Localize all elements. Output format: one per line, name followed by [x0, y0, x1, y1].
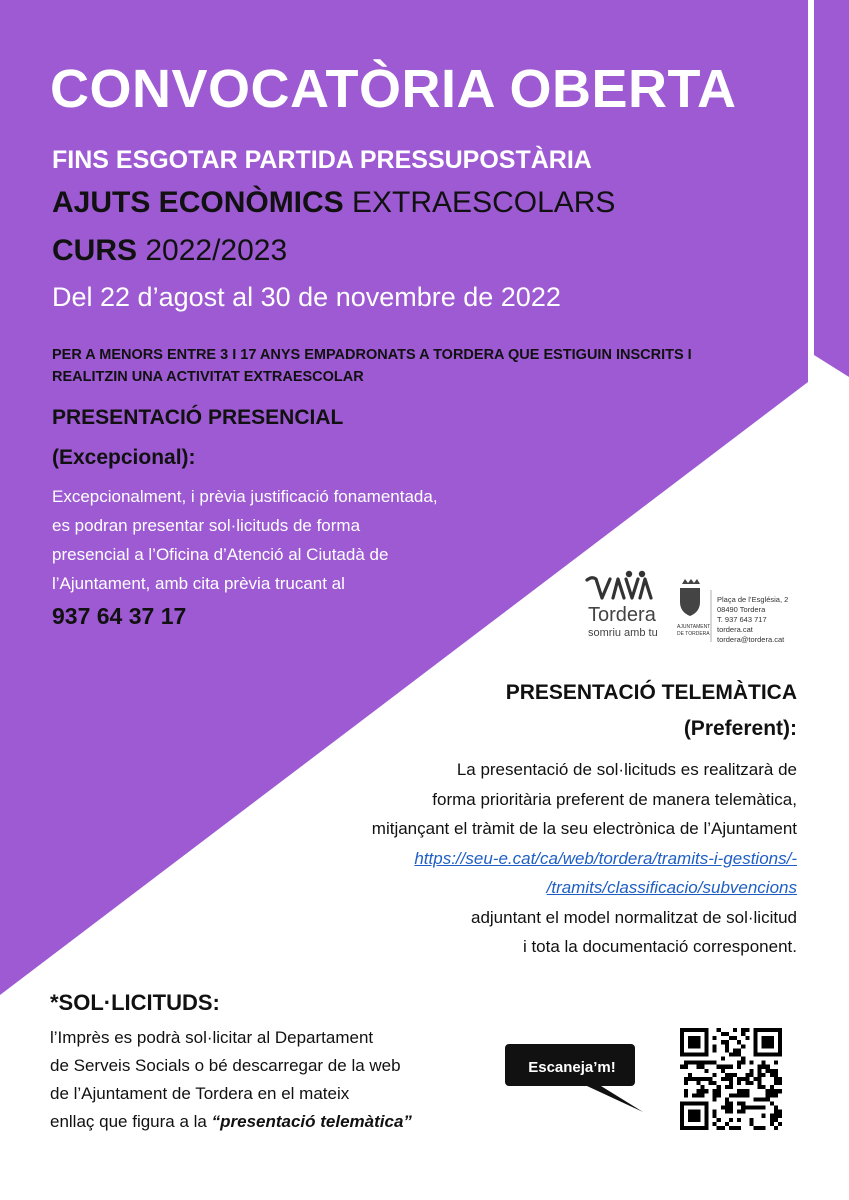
- qr-module: [684, 1061, 688, 1065]
- sollicituds-line-bold: “presentació telemàtica”: [211, 1112, 412, 1131]
- qr-module: [704, 1061, 708, 1065]
- qr-module: [741, 1028, 745, 1032]
- qr-module: [729, 1106, 733, 1110]
- qr-module: [749, 1106, 753, 1110]
- aid-type-heading: [52, 186, 615, 220]
- sollicituds-line: de Serveis Socials o bé descarregar de la web: [50, 1056, 401, 1075]
- telematica-line: forma prioritària preferent de manera telemàtica,: [432, 789, 797, 809]
- qr-module: [745, 1093, 749, 1097]
- qr-module: [762, 1126, 766, 1130]
- qr-module: [696, 1061, 700, 1065]
- qr-module: [758, 1081, 762, 1085]
- qr-module: [762, 1065, 766, 1069]
- qr-module: [721, 1057, 725, 1061]
- qr-module: [741, 1110, 745, 1114]
- qr-module: [766, 1093, 770, 1097]
- qr-module: [741, 1044, 745, 1048]
- qr-module: [729, 1126, 733, 1130]
- qr-module: [778, 1089, 782, 1093]
- coat-of-arms-icon: [680, 579, 700, 616]
- qr-module: [774, 1110, 778, 1114]
- sollicituds-line-plain: enllaç que figura a la: [50, 1112, 212, 1131]
- qr-module: [688, 1073, 692, 1077]
- sollicituds-title: *SOL·LICITUDS:: [50, 990, 220, 1015]
- qr-module: [753, 1106, 757, 1110]
- qr-module: [737, 1048, 741, 1052]
- qr-module: [713, 1097, 717, 1101]
- qr-module: [737, 1101, 741, 1105]
- sollicituds-line: l’Imprès es podrà sol·licitar al Departament: [50, 1028, 374, 1047]
- qr-module: [713, 1036, 717, 1040]
- qr-module: [696, 1065, 700, 1069]
- qr-module: [778, 1110, 782, 1114]
- qr-module: [729, 1052, 733, 1056]
- tordera-logo: [584, 570, 814, 648]
- qr-module: [700, 1061, 704, 1065]
- qr-module: [770, 1118, 774, 1122]
- qr-module: [774, 1114, 778, 1118]
- qr-module: [745, 1106, 749, 1110]
- qr-module: [696, 1089, 700, 1093]
- qr-module: [778, 1122, 782, 1126]
- qr-module: [725, 1085, 729, 1089]
- qr-module: [713, 1110, 717, 1114]
- qr-module: [766, 1097, 770, 1101]
- seu-electronica-link-continued[interactable]: /tramits/classificacio/subvencions: [546, 878, 797, 897]
- qr-module: [770, 1069, 774, 1073]
- sollicituds-line: de l’Ajuntament de Tordera en el mateix: [50, 1084, 350, 1103]
- date-range: Del 22 d’agost al 30 de novembre de 2022: [52, 282, 561, 312]
- presencial-subtitle: (Excepcional):: [52, 446, 196, 469]
- qr-module: [778, 1081, 782, 1085]
- qr-module: [725, 1122, 729, 1126]
- qr-module: [713, 1093, 717, 1097]
- qr-module: [766, 1089, 770, 1093]
- telematica-subtitle: (Preferent):: [683, 717, 797, 740]
- qr-module: [692, 1061, 696, 1065]
- telematica-line: La presentació de sol·licituds es realitzarà de: [456, 760, 797, 779]
- qr-code-icon[interactable]: [680, 1028, 782, 1130]
- qr-module: [704, 1089, 708, 1093]
- qr-module: [753, 1126, 757, 1130]
- qr-module: [725, 1106, 729, 1110]
- qr-module: [749, 1118, 753, 1122]
- qr-module: [774, 1093, 778, 1097]
- qr-module: [717, 1065, 721, 1069]
- qr-module: [770, 1089, 774, 1093]
- budget-subtitle: FINS ESGOTAR PARTIDA PRESSUPOSTÀRIA: [52, 146, 592, 174]
- qr-module: [709, 1077, 713, 1081]
- qr-module: [749, 1081, 753, 1085]
- qr-module: [737, 1077, 741, 1081]
- qr-module: [713, 1081, 717, 1085]
- qr-module: [729, 1110, 733, 1114]
- logo-tagline: somriu amb tu: [588, 627, 658, 639]
- page-title: CONVOCATÒRIA OBERTA: [50, 59, 737, 119]
- qr-module: [774, 1081, 778, 1085]
- qr-module: [749, 1061, 753, 1065]
- qr-module: [709, 1081, 713, 1085]
- qr-module: [741, 1101, 745, 1105]
- qr-module: [696, 1093, 700, 1097]
- qr-module: [770, 1122, 774, 1126]
- qr-module: [688, 1077, 692, 1081]
- qr-module: [758, 1069, 762, 1073]
- qr-module: [774, 1106, 778, 1110]
- qr-module: [733, 1073, 737, 1077]
- qr-module: [758, 1126, 762, 1130]
- qr-module: [766, 1065, 770, 1069]
- sollicituds-line: [50, 1108, 520, 1136]
- qr-module: [704, 1069, 708, 1073]
- qr-module: [688, 1061, 692, 1065]
- qr-module: [733, 1036, 737, 1040]
- presencial-line: presencial a l’Oficina d’Atenció al Ciutadà de: [52, 545, 389, 564]
- speech-bubble-shape: [505, 1044, 643, 1112]
- qr-module: [762, 1085, 766, 1089]
- qr-module: [770, 1085, 774, 1089]
- qr-module: [741, 1093, 745, 1097]
- qr-module: [745, 1028, 749, 1032]
- qr-module: [745, 1089, 749, 1093]
- qr-module: [729, 1073, 733, 1077]
- qr-module: [713, 1061, 717, 1065]
- qr-module: [713, 1073, 717, 1077]
- qr-module: [721, 1069, 725, 1073]
- qr-module: [745, 1073, 749, 1077]
- qr-module: [729, 1118, 733, 1122]
- telematica-body: [237, 755, 797, 962]
- qr-module: [725, 1065, 729, 1069]
- qr-module: [770, 1101, 774, 1105]
- qr-module: [684, 1077, 688, 1081]
- qr-module: [729, 1101, 733, 1105]
- aid-type-bold: AJUTS ECONÒMICS: [52, 186, 344, 219]
- qr-finder-bottom-left: [680, 1101, 709, 1130]
- qr-module: [717, 1089, 721, 1093]
- qr-module: [725, 1073, 729, 1077]
- presencial-line: l’Ajuntament, amb cita prèvia trucant al: [52, 574, 345, 593]
- qr-module: [729, 1093, 733, 1097]
- qr-module: [729, 1081, 733, 1085]
- qr-module: [733, 1126, 737, 1130]
- qr-module: [684, 1093, 688, 1097]
- qr-module: [713, 1044, 717, 1048]
- ajuntament-line1: AJUNTAMENT: [677, 624, 711, 630]
- qr-module: [758, 1065, 762, 1069]
- qr-module: [741, 1106, 745, 1110]
- telematica-line: i tota la documentació corresponent.: [522, 937, 797, 956]
- telematica-title: PRESENTACIÓ TELEMÀTICA: [505, 681, 797, 704]
- qr-module: [725, 1097, 729, 1101]
- qr-module: [700, 1089, 704, 1093]
- phone-number: 937 64 37 17: [52, 603, 187, 629]
- qr-module: [721, 1106, 725, 1110]
- address-line: tordera@tordera.cat: [717, 635, 785, 644]
- qr-module: [758, 1073, 762, 1077]
- qr-module: [774, 1126, 778, 1130]
- qr-module: [774, 1077, 778, 1081]
- qr-module: [758, 1085, 762, 1089]
- qr-module: [696, 1077, 700, 1081]
- qr-module: [729, 1077, 733, 1081]
- qr-module: [741, 1061, 745, 1065]
- qr-module: [717, 1085, 721, 1089]
- scan-me-bubble: [505, 1044, 645, 1116]
- course-heading: [52, 234, 287, 268]
- qr-module: [741, 1032, 745, 1036]
- qr-module: [713, 1089, 717, 1093]
- qr-module: [737, 1110, 741, 1114]
- qr-module: [758, 1106, 762, 1110]
- figure-head: [639, 571, 645, 577]
- ajuntament-line2: DE TORDERA: [677, 631, 710, 637]
- qr-module: [725, 1110, 729, 1114]
- qr-module: [725, 1101, 729, 1105]
- qr-module: [741, 1089, 745, 1093]
- eligibility-text: PER A MENORS ENTRE 3 I 17 ANYS EMPADRONATS A TORDERA QUE ESTIGUIN INSCRITS I REALITZIN UNA ACTIVITAT EXTRAESCOLAR: [52, 347, 692, 385]
- address-line: Plaça de l’Església, 2: [717, 595, 789, 604]
- qr-module: [737, 1126, 741, 1130]
- address-line: tordera.cat: [717, 625, 753, 634]
- qr-module: [737, 1065, 741, 1069]
- qr-module: [725, 1044, 729, 1048]
- logo-brand: Tordera: [588, 604, 656, 626]
- qr-module: [684, 1089, 688, 1093]
- qr-module: [717, 1126, 721, 1130]
- qr-module: [725, 1077, 729, 1081]
- qr-module: [713, 1048, 717, 1052]
- qr-module: [721, 1032, 725, 1036]
- aid-type-rest: EXTRAESCOLARS: [343, 186, 616, 219]
- qr-module: [745, 1036, 749, 1040]
- qr-module: [692, 1077, 696, 1081]
- qr-module: [713, 1122, 717, 1126]
- qr-module: [717, 1028, 721, 1032]
- qr-module: [758, 1097, 762, 1101]
- qr-module: [733, 1093, 737, 1097]
- qr-module: [725, 1040, 729, 1044]
- qr-module: [737, 1081, 741, 1085]
- qr-module: [741, 1057, 745, 1061]
- qr-module: [770, 1114, 774, 1118]
- qr-module: [684, 1081, 688, 1085]
- qr-module: [762, 1114, 766, 1118]
- address-line: T. 937 643 717: [717, 615, 767, 624]
- presencial-title: PRESENTACIÓ PRESENCIAL: [52, 406, 344, 429]
- qr-module: [762, 1073, 766, 1077]
- qr-module: [770, 1073, 774, 1077]
- qr-module: [733, 1052, 737, 1056]
- qr-module: [729, 1065, 733, 1069]
- qr-module: [762, 1097, 766, 1101]
- presencial-body: [52, 482, 572, 598]
- qr-module: [749, 1069, 753, 1073]
- scan-me-label: Escaneja’m!: [528, 1059, 616, 1076]
- qr-module: [700, 1093, 704, 1097]
- qr-module: [696, 1081, 700, 1085]
- qr-module: [737, 1040, 741, 1044]
- qr-module: [737, 1093, 741, 1097]
- figure-head: [626, 571, 632, 577]
- qr-module: [725, 1032, 729, 1036]
- qr-module: [778, 1077, 782, 1081]
- qr-module: [684, 1065, 688, 1069]
- qr-module: [753, 1077, 757, 1081]
- qr-module: [741, 1077, 745, 1081]
- qr-module: [749, 1073, 753, 1077]
- sollicituds-body: [50, 1024, 520, 1136]
- telematica-line: mitjançant el tràmit de la seu electrònica de l’Ajuntament: [371, 819, 797, 838]
- presencial-line: es podran presentar sol·licituds de forma: [52, 516, 361, 535]
- qr-module: [774, 1089, 778, 1093]
- course-label: CURS: [52, 234, 138, 267]
- qr-module: [774, 1073, 778, 1077]
- qr-module: [778, 1114, 782, 1118]
- qr-module: [774, 1061, 778, 1065]
- qr-module: [737, 1052, 741, 1056]
- qr-module: [721, 1040, 725, 1044]
- presencial-line: Excepcionalment, i prèvia justificació fonamentada,: [52, 487, 438, 506]
- qr-module: [774, 1069, 778, 1073]
- qr-finder-top-right: [753, 1028, 782, 1057]
- qr-module: [745, 1077, 749, 1081]
- viva-figures-icon: [587, 578, 651, 598]
- qr-module: [774, 1118, 778, 1122]
- qr-module: [721, 1077, 725, 1081]
- qr-module: [762, 1106, 766, 1110]
- qr-module: [770, 1093, 774, 1097]
- qr-module: [680, 1065, 684, 1069]
- qr-module: [737, 1118, 741, 1122]
- qr-module: [717, 1118, 721, 1122]
- qr-module: [725, 1048, 729, 1052]
- qr-module: [717, 1093, 721, 1097]
- purple-right-strip: [814, 0, 849, 377]
- qr-module: [721, 1065, 725, 1069]
- qr-module: [700, 1065, 704, 1069]
- qr-module: [729, 1085, 733, 1089]
- course-year: 2022/2023: [137, 234, 288, 267]
- qr-module: [692, 1093, 696, 1097]
- qr-module: [733, 1048, 737, 1052]
- qr-module: [737, 1089, 741, 1093]
- qr-module: [753, 1097, 757, 1101]
- qr-module: [709, 1061, 713, 1065]
- qr-module: [729, 1036, 733, 1040]
- qr-module: [762, 1061, 766, 1065]
- qr-module: [766, 1069, 770, 1073]
- qr-finder-top-left: [680, 1028, 709, 1057]
- qr-module: [737, 1061, 741, 1065]
- qr-module: [700, 1077, 704, 1081]
- qr-module: [713, 1114, 717, 1118]
- qr-module: [721, 1126, 725, 1130]
- address-line: 08490 Tordera: [717, 605, 766, 614]
- qr-module: [758, 1077, 762, 1081]
- qr-module: [745, 1081, 749, 1085]
- qr-module: [704, 1077, 708, 1081]
- qr-module: [700, 1085, 704, 1089]
- qr-module: [749, 1122, 753, 1126]
- seu-electronica-link[interactable]: https://seu-e.cat/ca/web/tordera/tramits-i-gestions/-: [414, 848, 797, 868]
- telematica-line: adjuntant el model normalitzat de sol·licitud: [470, 907, 797, 927]
- qr-module: [733, 1028, 737, 1032]
